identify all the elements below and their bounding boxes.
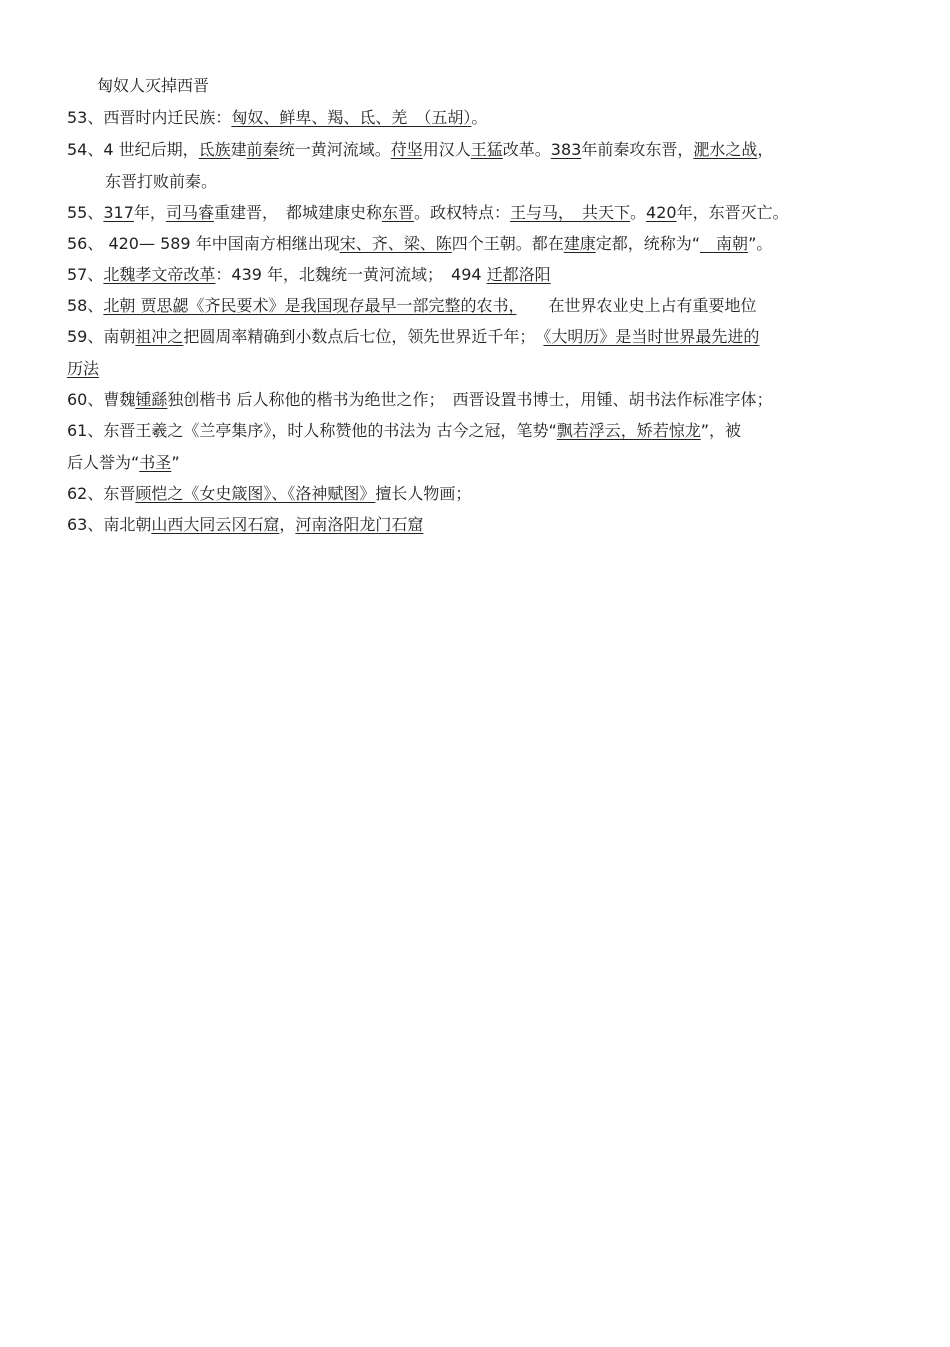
line-61 [67, 421, 741, 441]
line-58 [67, 296, 756, 316]
underlined-answer: 北朝 贾思勰《齐民要术》是我国现存最早一部完整的农书， [103, 296, 517, 315]
text-segment: ”，被 [700, 421, 742, 440]
underlined-answer: 317 [103, 203, 134, 222]
underlined-answer: 北魏孝文帝改革 [103, 265, 216, 284]
text-segment: 。 [630, 203, 647, 222]
line-60 [67, 390, 772, 410]
underlined-answer: 匈奴、鲜卑、羯、氐、羌 （五胡） [231, 108, 472, 127]
text-segment: 59、南朝 [67, 327, 136, 346]
line-54-cont [105, 172, 217, 192]
text-segment: 独创楷书 后人称他的楷书为绝世之作； 西晋设置书博士，用锺、胡书法作标准字体； [167, 390, 773, 409]
line-54 [67, 140, 773, 160]
underlined-answer: 祖冲之 [135, 327, 184, 346]
underlined-answer: 建康 [563, 234, 596, 253]
underlined-answer: 东晋 [381, 203, 414, 222]
text-segment: 61、东晋王羲之《兰亭集序》，时人称赞他的书法为 古今之冠，笔势“ [67, 421, 557, 440]
underlined-answer: 飘若浮云，矫若惊龙 [556, 421, 701, 440]
text-segment: 把圆周率精确到小数点后七位，领先世界近千年； [183, 327, 544, 346]
underlined-answer: 氐族 [198, 140, 231, 159]
underlined-answer: 淝水之战 [693, 140, 758, 159]
text-segment: 重建晋， 都城建康史称 [213, 203, 382, 222]
text-segment: 。 [471, 108, 488, 127]
text-segment: 后人誉为“ [67, 453, 140, 472]
text-segment: 62、东晋 [67, 484, 136, 503]
text-segment: 四个王朝。都在 [451, 234, 564, 253]
line-62 [67, 484, 471, 504]
underlined-answer: 王猛 [470, 140, 503, 159]
underlined-answer: 420 [646, 203, 677, 222]
line-56 [67, 234, 772, 254]
text-segment: 定都，统称为“ [595, 234, 701, 253]
underlined-answer: 书圣 [139, 453, 172, 472]
underlined-answer: 历法 [67, 359, 100, 378]
line-53 [67, 108, 487, 128]
underlined-answer: 宋、齐、梁、陈 [339, 234, 452, 253]
text-segment: 年， [133, 203, 166, 222]
text-segment: ， [757, 140, 774, 159]
line-61-cont [67, 453, 180, 473]
text-segment: 统一黄河流域。 [278, 140, 391, 159]
line-55 [67, 203, 789, 223]
underlined-answer: 苻坚 [390, 140, 423, 159]
text-segment: ， [279, 515, 296, 534]
text-segment: 建 [230, 140, 247, 159]
text-segment: 在世界农业史上占有重要地位 [516, 296, 757, 315]
text-segment: 54、4 世纪后期， [67, 140, 199, 159]
underlined-answer: 前秦 [246, 140, 279, 159]
text-segment: 东晋打败前秦。 [105, 172, 218, 191]
underlined-answer: 河南洛阳龙门石窟 [295, 515, 424, 534]
text-segment: 60、曹魏 [67, 390, 136, 409]
text-segment: 63、南北朝 [67, 515, 152, 534]
line-59-cont [67, 359, 99, 379]
underlined-answer: 南朝 [700, 234, 749, 253]
text-segment: 年前秦攻东晋， [581, 140, 694, 159]
underlined-answer: 顾恺之《女史箴图》、《洛神赋图》 [135, 484, 376, 503]
text-segment: 用汉人 [422, 140, 471, 159]
text-segment: 58、 [67, 296, 104, 315]
line-59 [67, 327, 759, 347]
text-segment: 55、 [67, 203, 104, 222]
underlined-answer: 王与马， 共天下 [510, 203, 631, 222]
text-segment: 53、西晋时内迁民族： [67, 108, 232, 127]
line-63 [67, 515, 423, 535]
text-segment: 匈奴人灭掉西晋 [97, 76, 210, 95]
underlined-answer: 锺繇 [135, 390, 168, 409]
underlined-answer: 383 [550, 140, 582, 159]
line-57 [67, 265, 551, 285]
text-segment: 年，东晋灭亡。 [676, 203, 789, 222]
underlined-answer: 山西大同云冈石窟 [151, 515, 280, 534]
text-segment: ”。 [748, 234, 773, 253]
underlined-answer: 迁都洛阳 [486, 265, 551, 284]
text-segment: ” [171, 453, 180, 472]
text-segment: 57、 [67, 265, 104, 284]
line-0 [97, 76, 209, 96]
text-segment: ：439 年，北魏统一黄河流域； 494 [215, 265, 487, 284]
underlined-answer: 《大明历》是当时世界最先进的 [543, 327, 760, 346]
text-segment: 56、 420— 589 年中国南方相继出现 [67, 234, 340, 253]
text-segment: 改革。 [502, 140, 551, 159]
text-segment: 。政权特点： [413, 203, 510, 222]
underlined-answer: 司马睿 [165, 203, 214, 222]
text-segment: 擅长人物画； [375, 484, 472, 503]
